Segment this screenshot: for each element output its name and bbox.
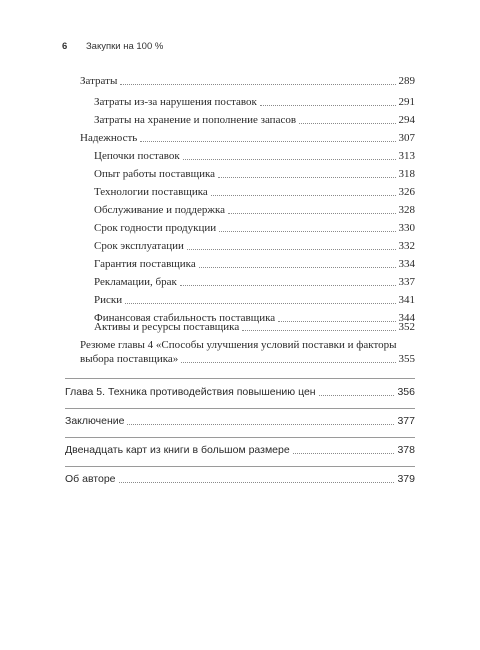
- toc-entry-page: 289: [398, 75, 415, 87]
- toc-entry-label: Срок эксплуатации: [94, 240, 184, 252]
- toc-entry-label-line1: Резюме главы 4 «Способы улучшения условий поставки и факторы: [80, 339, 397, 351]
- toc-entry[interactable]: [94, 149, 415, 163]
- toc-entry-label: Гарантия поставщика: [94, 258, 196, 270]
- toc-entry-label: Заключение: [65, 415, 125, 427]
- leader-dots: [228, 213, 395, 214]
- page-number: 6: [62, 41, 68, 52]
- toc-entry-label: Финансовая стабильность поставщика: [94, 312, 276, 324]
- divider: [65, 437, 415, 438]
- toc-entry-page: 352: [398, 321, 415, 333]
- toc-entry[interactable]: [94, 185, 415, 199]
- toc-entry-page: 330: [398, 222, 415, 234]
- divider: [65, 466, 415, 467]
- leader-dots: [183, 159, 396, 160]
- leader-dots: [140, 141, 395, 142]
- leader-dots: [127, 424, 394, 425]
- toc-entry-label: Затраты: [80, 75, 118, 87]
- toc-entry-page: 291: [398, 96, 415, 108]
- leader-dots: [219, 231, 395, 232]
- toc-entry-page: 377: [397, 415, 415, 427]
- toc-entry[interactable]: [94, 203, 415, 217]
- toc-entry-label: Риски: [94, 294, 123, 306]
- toc-entry-label: Технологии поставщика: [94, 186, 208, 198]
- toc-entry-label: Цепочки поставок: [94, 150, 180, 162]
- toc-entry-about-author[interactable]: [65, 472, 415, 486]
- toc-entry[interactable]: [94, 95, 415, 109]
- divider: [65, 408, 415, 409]
- toc-entry-page: 332: [398, 240, 415, 252]
- toc-entry-page: 344: [398, 312, 415, 324]
- toc-entry-page: 379: [397, 473, 415, 485]
- toc-entry-label: Двенадцать карт из книги в большом размере: [65, 444, 290, 456]
- toc-entry-page: 356: [397, 386, 415, 398]
- toc-entry-page: 334: [398, 258, 415, 270]
- toc-entry-page: 313: [398, 150, 415, 162]
- leader-dots: [199, 267, 396, 268]
- toc-entry-label: Затраты из-за нарушения поставок: [94, 96, 257, 108]
- leader-dots: [187, 249, 396, 250]
- leader-dots: [125, 303, 395, 304]
- toc-entry-page: 328: [398, 204, 415, 216]
- toc-entry[interactable]: [94, 239, 415, 253]
- toc-entry-page: 326: [398, 186, 415, 198]
- toc-entry[interactable]: [94, 167, 415, 181]
- leader-dots: [180, 285, 396, 286]
- toc-entry[interactable]: [94, 257, 415, 271]
- leader-dots: [120, 84, 395, 85]
- toc-entry-page: 294: [398, 114, 415, 126]
- divider: [65, 378, 415, 379]
- toc-entry-label: Рекламации, брак: [94, 276, 177, 288]
- toc-entry[interactable]: [94, 275, 415, 289]
- toc-entry-label: Активы и ресурсы поставщика: [94, 321, 240, 333]
- leader-dots: [293, 453, 395, 454]
- toc-entry[interactable]: [94, 113, 415, 127]
- leader-dots: [299, 123, 395, 124]
- toc-entry-chapter-summary[interactable]: [80, 338, 415, 366]
- toc-entry-page: 341: [398, 294, 415, 306]
- leader-dots: [211, 195, 396, 196]
- toc-entry-label: Глава 5. Техника противодействия повышению цен: [65, 386, 316, 398]
- toc-entry-page: 355: [398, 353, 415, 365]
- toc-entry-label-line2: выбора поставщика»: [80, 353, 179, 365]
- toc-entry-maps[interactable]: [65, 443, 415, 457]
- leader-dots: [218, 177, 395, 178]
- toc-entry-chapter-5[interactable]: [65, 385, 415, 399]
- leader-dots: [181, 362, 395, 363]
- toc-entry-page: 378: [397, 444, 415, 456]
- toc-entry-page: 337: [398, 276, 415, 288]
- toc-entry[interactable]: [94, 293, 415, 307]
- toc-entry-label: Затраты на хранение и пополнение запасов: [94, 114, 297, 126]
- toc-entry-label: Опыт работы поставщика: [94, 168, 216, 180]
- toc-entry-conclusion[interactable]: [65, 414, 415, 428]
- toc-entry-costs[interactable]: [80, 74, 415, 88]
- leader-dots: [260, 105, 396, 106]
- toc-entry[interactable]: [94, 320, 415, 334]
- toc-entry-label: Обслуживание и поддержка: [94, 204, 226, 216]
- toc-entry-label: Срок годности продукции: [94, 222, 217, 234]
- toc-entry-page: 318: [398, 168, 415, 180]
- toc-entry-label: Надежность: [80, 132, 138, 144]
- leader-dots: [319, 395, 395, 396]
- book-title: Закупки на 100 %: [85, 41, 164, 52]
- toc-entry-label: Об авторе: [65, 473, 116, 485]
- leader-dots: [119, 482, 395, 483]
- leader-dots: [242, 330, 395, 331]
- toc-entry[interactable]: [94, 221, 415, 235]
- toc-entry-reliability[interactable]: [80, 131, 415, 145]
- running-head: [62, 41, 163, 52]
- toc-entry-page: 307: [398, 132, 415, 144]
